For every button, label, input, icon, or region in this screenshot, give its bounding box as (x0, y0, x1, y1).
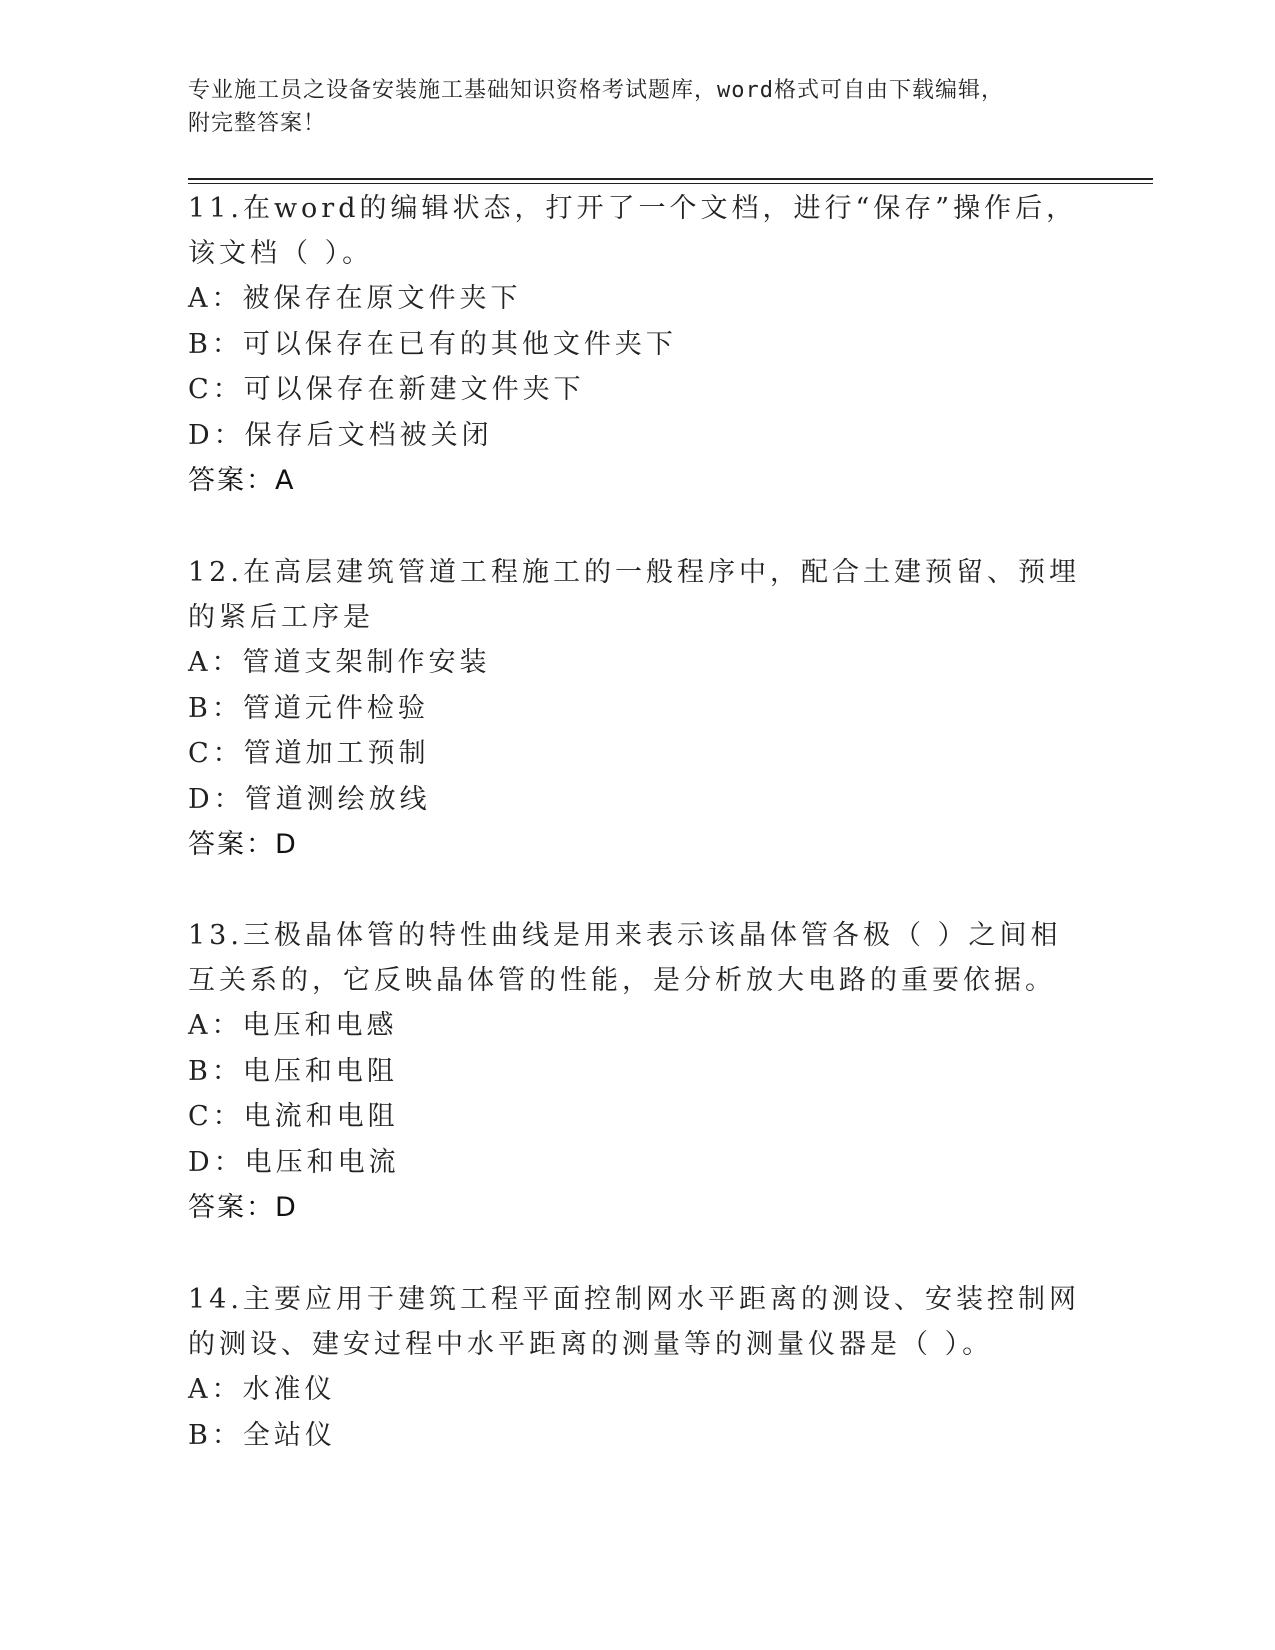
option-b: B：全站仪 (188, 1419, 336, 1451)
option-a: A：电压和电感 (188, 1010, 398, 1041)
answer: 答案：D (188, 829, 298, 860)
option-d: D：管道测绘放线 (188, 783, 431, 815)
question-11 (188, 186, 1088, 503)
option-a: A：水准仪 (188, 1374, 336, 1405)
option-c: C：电流和电阻 (188, 1101, 399, 1132)
question-stem: 11.在word的编辑状态，打开了一个文档，进行“保存”操作后，该文档（ ）。 (188, 193, 1078, 269)
question-stem: 14.主要应用于建筑工程平面控制网水平距离的测设、安装控制网的测设、建安过程中水平距离的测量等的测量仪器是（ ）。 (188, 1284, 1080, 1360)
header-divider-thick (188, 178, 1153, 180)
option-d: D：电压和电流 (188, 1146, 400, 1178)
header-line-1: 专业施工员之设备安装施工基础知识资格考试题库，word格式可自由下载编辑， (188, 78, 1004, 103)
option-b: B：电压和电阻 (188, 1055, 398, 1087)
question-stem: 13.三极晶体管的特性曲线是用来表示该晶体管各极（ ）之间相互关系的，它反映晶体管的性能，是分析放大电路的重要依据。 (188, 920, 1062, 996)
question-stem: 12.在高层建筑管道工程施工的一般程序中，配合土建预留、预埋的紧后工序是 (188, 557, 1080, 633)
header-divider-thin (188, 183, 1153, 184)
answer: 答案：A (188, 465, 296, 496)
option-a: A：被保存在原文件夹下 (188, 283, 522, 314)
option-d: D：保存后文档被关闭 (188, 419, 493, 451)
answer: 答案：D (188, 1192, 298, 1223)
document-header (188, 74, 1068, 140)
question-13 (188, 913, 1088, 1230)
option-b: B：可以保存在已有的其他文件夹下 (188, 328, 677, 360)
option-a: A：管道支架制作安装 (188, 647, 491, 678)
option-b: B：管道元件检验 (188, 692, 429, 724)
question-12 (188, 550, 1088, 867)
question-14 (188, 1277, 1088, 1458)
header-line-2: 附完整答案！ (188, 111, 327, 136)
option-c: C：管道加工预制 (188, 738, 430, 769)
option-c: C：可以保存在新建文件夹下 (188, 374, 585, 405)
